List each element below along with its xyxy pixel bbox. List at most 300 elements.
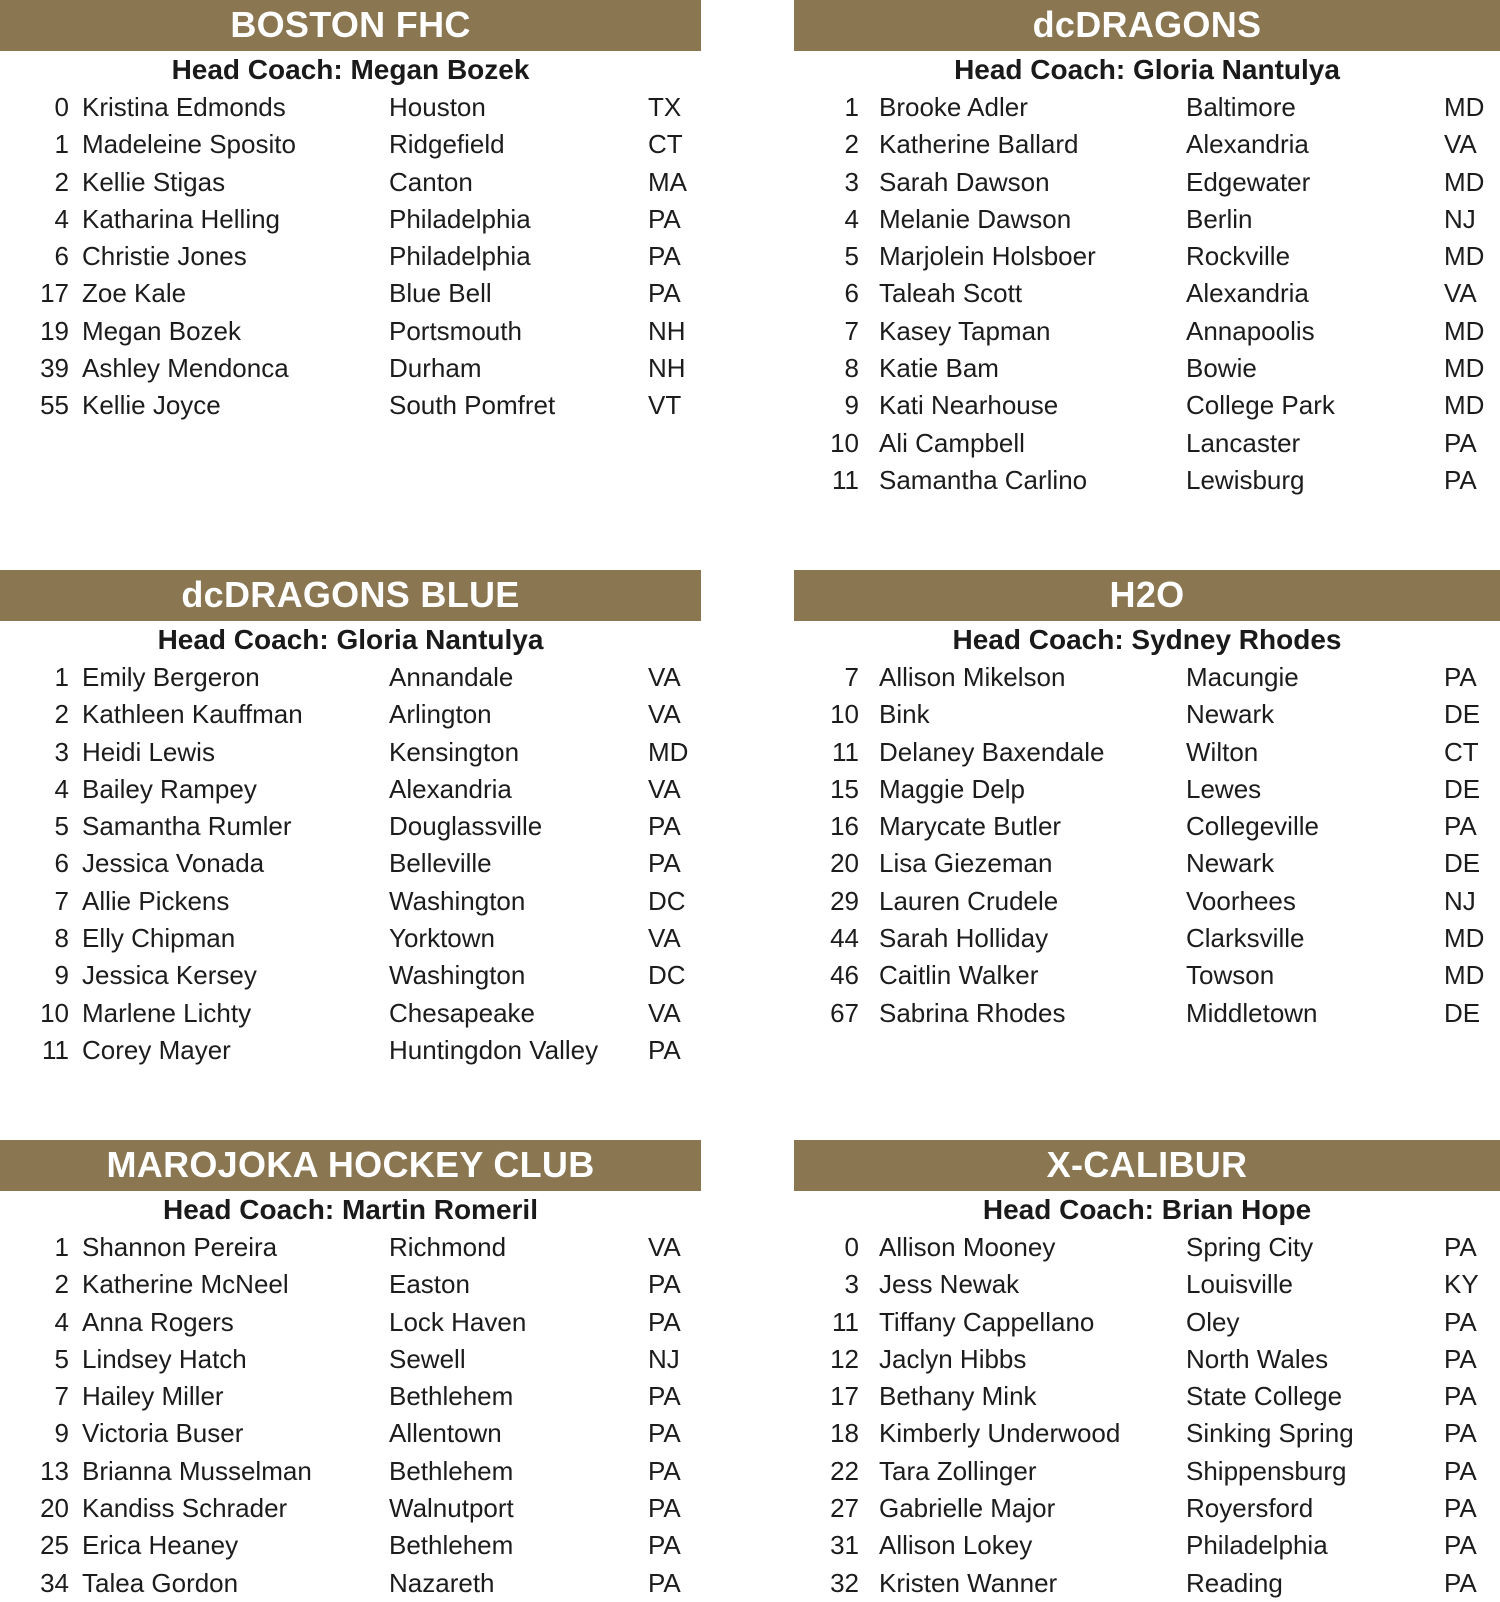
player-number: 11 — [832, 736, 859, 767]
player-row — [0, 995, 701, 1032]
player-number: 67 — [830, 997, 859, 1028]
player-city: Rockville — [1186, 241, 1291, 272]
head-coach: Head Coach: Gloria Nantulya — [954, 54, 1340, 85]
player-name: Kasey Tapman — [879, 315, 1051, 346]
player-city: Bethlehem — [389, 1530, 514, 1561]
player-state: MA — [648, 166, 687, 197]
player-state: PA — [648, 1493, 681, 1524]
player-row — [0, 89, 701, 126]
player-name: Brooke Adler — [879, 92, 1028, 122]
player-city: Douglassville — [389, 811, 543, 842]
player-name: Katherine Ballard — [879, 129, 1079, 160]
player-row — [794, 920, 1500, 957]
player-name: Brianna Musselman — [82, 1455, 312, 1486]
player-name: Samantha Carlino — [879, 464, 1088, 495]
player-name: Bethany Mink — [879, 1381, 1037, 1412]
player-name: Kellie Stigas — [82, 166, 226, 197]
player-city: Portsmouth — [389, 315, 522, 346]
player-name: Anna Rogers — [82, 1306, 234, 1337]
head-coach: Head Coach: Sydney Rhodes — [952, 624, 1342, 655]
player-row — [0, 1453, 701, 1490]
player-city: North Wales — [1186, 1343, 1329, 1374]
player-row — [0, 808, 701, 845]
player-name: Madeleine Sposito — [82, 129, 296, 160]
team-card-x-calibur — [794, 1140, 1500, 1602]
player-city: Blue Bell — [389, 278, 492, 309]
player-row — [0, 1341, 701, 1378]
player-row — [794, 734, 1500, 771]
player-state: PA — [1444, 464, 1477, 495]
player-city: Royersford — [1186, 1493, 1314, 1524]
player-number: 34 — [40, 1567, 69, 1598]
player-state: MD — [1444, 960, 1485, 991]
player-number: 0 — [844, 1232, 859, 1262]
player-city: Alexandria — [389, 773, 512, 804]
player-city: Belleville — [389, 848, 492, 879]
player-name: Samantha Rumler — [82, 811, 292, 842]
player-city: Lewes — [1186, 773, 1262, 804]
player-state: PA — [1444, 811, 1477, 842]
player-number: 18 — [830, 1418, 859, 1449]
player-row — [794, 238, 1500, 275]
player-state: PA — [1444, 1418, 1477, 1449]
player-number: 6 — [844, 278, 859, 309]
player-number: 20 — [40, 1493, 69, 1524]
player-name: Allison Lokey — [879, 1530, 1033, 1561]
player-number: 2 — [54, 699, 69, 730]
player-number: 17 — [40, 278, 69, 309]
player-row — [794, 1266, 1500, 1303]
player-name: Erica Heaney — [82, 1530, 239, 1561]
player-name: Marlene Lichty — [82, 997, 252, 1028]
player-state: MD — [1444, 390, 1485, 421]
player-state: PA — [1444, 1493, 1477, 1524]
player-row — [794, 845, 1500, 882]
player-row — [0, 883, 701, 920]
player-row — [0, 1565, 701, 1602]
player-number: 2 — [54, 1269, 69, 1300]
player-state: VA — [648, 699, 681, 730]
player-name: Corey Mayer — [82, 1034, 231, 1065]
player-city: Philadelphia — [389, 241, 531, 272]
player-number: 39 — [40, 353, 69, 384]
player-city: Clarksville — [1186, 923, 1305, 954]
player-number: 13 — [40, 1455, 69, 1486]
player-number: 25 — [40, 1530, 69, 1561]
player-name: Sarah Holliday — [879, 923, 1049, 954]
player-city: Ridgefield — [389, 129, 505, 160]
player-row — [0, 350, 701, 387]
player-name: Taleah Scott — [879, 278, 1023, 309]
player-city: Towson — [1186, 960, 1275, 991]
player-row — [794, 201, 1500, 238]
player-state: MD — [1444, 923, 1485, 954]
player-state: MD — [1444, 353, 1485, 384]
player-name: Kathleen Kauffman — [82, 699, 303, 730]
team-card-h2o — [794, 570, 1500, 1032]
player-row — [0, 164, 701, 201]
team-name: dcDRAGONS — [794, 0, 1500, 51]
player-number: 20 — [830, 848, 859, 879]
player-city: Nazareth — [389, 1567, 495, 1598]
player-number: 3 — [844, 1269, 859, 1300]
player-row — [794, 1378, 1500, 1415]
player-city: Sewell — [389, 1343, 466, 1374]
player-row — [794, 425, 1500, 462]
player-row — [0, 845, 701, 882]
player-name: Katharina Helling — [82, 203, 281, 234]
player-name: Christie Jones — [82, 241, 247, 272]
player-number: 9 — [54, 1418, 69, 1449]
player-number: 4 — [54, 203, 69, 234]
player-state: PA — [648, 1418, 681, 1449]
player-city: Lewisburg — [1186, 464, 1305, 495]
player-number: 10 — [40, 997, 69, 1028]
player-city: Bethlehem — [389, 1455, 514, 1486]
roster — [0, 1229, 701, 1602]
player-state: DE — [1444, 773, 1481, 804]
player-state: VA — [648, 997, 681, 1028]
player-state: CT — [648, 129, 683, 160]
player-city: Houston — [389, 92, 486, 122]
player-name: Caitlin Walker — [879, 960, 1039, 991]
roster — [794, 659, 1500, 1032]
roster — [0, 89, 701, 425]
player-state: VA — [648, 662, 681, 692]
player-city: Spring City — [1186, 1232, 1314, 1262]
player-state: DE — [1444, 848, 1481, 879]
player-name: Kandiss Schrader — [82, 1493, 288, 1524]
player-row — [794, 164, 1500, 201]
player-state: NJ — [648, 1343, 680, 1374]
player-city: Wilton — [1186, 736, 1259, 767]
player-number: 5 — [844, 241, 859, 272]
player-row — [0, 238, 701, 275]
player-state: VT — [648, 390, 682, 421]
player-city: Arlington — [389, 699, 492, 730]
player-name: Allison Mikelson — [879, 662, 1066, 692]
player-name: Melanie Dawson — [879, 203, 1072, 234]
player-city: Walnutport — [389, 1493, 514, 1524]
player-row — [0, 920, 701, 957]
player-state: KY — [1444, 1269, 1479, 1300]
player-row — [794, 771, 1500, 808]
player-city: Easton — [389, 1269, 470, 1300]
player-state: PA — [1444, 1567, 1477, 1598]
player-city: Alexandria — [1186, 278, 1309, 309]
player-name: Marycate Butler — [879, 811, 1062, 842]
player-city: Newark — [1186, 848, 1275, 879]
player-city: Allentown — [389, 1418, 502, 1449]
player-city: Durham — [389, 353, 482, 384]
player-city: Annandale — [389, 662, 514, 692]
player-number: 22 — [830, 1455, 859, 1486]
player-number: 1 — [844, 92, 859, 122]
player-state: PA — [648, 241, 681, 272]
player-name: Kellie Joyce — [82, 390, 221, 421]
player-number: 46 — [830, 960, 859, 991]
player-number: 55 — [40, 390, 69, 421]
player-name: Delaney Baxendale — [879, 736, 1105, 767]
player-state: NJ — [1444, 203, 1476, 234]
player-city: Annapoolis — [1186, 315, 1315, 346]
player-row — [794, 350, 1500, 387]
player-city: Kensington — [389, 736, 520, 767]
player-number: 4 — [54, 773, 69, 804]
player-number: 7 — [54, 1381, 69, 1412]
player-number: 10 — [830, 427, 859, 458]
player-number: 7 — [844, 315, 859, 346]
player-state: MD — [648, 736, 689, 767]
player-number: 31 — [830, 1530, 859, 1561]
player-state: PA — [648, 848, 681, 879]
player-row — [794, 1341, 1500, 1378]
roster — [794, 1229, 1500, 1602]
player-state: MD — [1444, 92, 1485, 122]
player-number: 7 — [54, 885, 69, 916]
player-state: MD — [1444, 166, 1485, 197]
player-row — [794, 387, 1500, 424]
player-name: Talea Gordon — [82, 1567, 239, 1598]
team-card-dcdragons-blue — [0, 570, 701, 1069]
roster — [0, 659, 701, 1069]
player-state: PA — [648, 1269, 681, 1300]
player-name: Kristina Edmonds — [82, 92, 286, 122]
player-name: Bailey Rampey — [82, 773, 257, 804]
player-city: Philadelphia — [1186, 1530, 1328, 1561]
player-number: 19 — [40, 315, 69, 346]
player-name: Jessica Vonada — [82, 848, 265, 879]
player-state: PA — [648, 811, 681, 842]
player-number: 5 — [54, 1343, 69, 1374]
player-name: Kati Nearhouse — [879, 390, 1059, 421]
player-name: Bink — [879, 699, 930, 730]
player-row — [0, 126, 701, 163]
player-number: 4 — [844, 203, 859, 234]
player-name: Katie Bam — [879, 353, 999, 384]
player-row — [0, 387, 701, 424]
player-row — [0, 1490, 701, 1527]
player-number: 1 — [54, 129, 69, 160]
head-coach: Head Coach: Brian Hope — [982, 1194, 1312, 1225]
team-card-dcdragons — [794, 0, 1500, 499]
player-number: 3 — [844, 166, 859, 197]
player-state: PA — [1444, 662, 1477, 692]
head-coach: Head Coach: Gloria Nantulya — [157, 624, 544, 655]
player-row — [0, 201, 701, 238]
player-name: Katherine McNeel — [82, 1269, 289, 1300]
player-row — [794, 1565, 1500, 1602]
player-city: Bethlehem — [389, 1381, 514, 1412]
player-number: 2 — [54, 166, 69, 197]
player-number: 8 — [54, 923, 69, 954]
player-name: Lauren Crudele — [879, 885, 1059, 916]
player-state: VA — [1444, 129, 1477, 160]
player-number: 6 — [54, 848, 69, 879]
team-name: MAROJOKA HOCKEY CLUB — [0, 1140, 701, 1191]
player-number: 5 — [54, 811, 69, 842]
player-state: PA — [1444, 1530, 1477, 1561]
player-name: Jessica Kersey — [82, 960, 257, 991]
player-name: Victoria Buser — [82, 1418, 244, 1449]
player-city: Baltimore — [1186, 92, 1296, 122]
player-city: Edgewater — [1186, 166, 1311, 197]
player-city: Newark — [1186, 699, 1275, 730]
player-row — [794, 1304, 1500, 1341]
player-state: DE — [1444, 997, 1481, 1028]
player-row — [0, 275, 701, 312]
player-state: DC — [648, 885, 686, 916]
player-number: 2 — [844, 129, 859, 160]
player-name: Emily Bergeron — [82, 662, 260, 692]
team-name: H2O — [794, 570, 1500, 621]
player-city: Washington — [389, 885, 526, 916]
player-row — [794, 808, 1500, 845]
player-state: DE — [1444, 699, 1481, 730]
player-number: 15 — [830, 773, 859, 804]
team-card-marojoka-hockey-club — [0, 1140, 701, 1602]
player-name: Hailey Miller — [82, 1381, 224, 1412]
player-city: Alexandria — [1186, 129, 1309, 160]
player-state: NH — [648, 353, 686, 384]
player-state: PA — [1444, 1306, 1477, 1337]
player-row — [794, 275, 1500, 312]
roster — [794, 89, 1500, 499]
player-number: 11 — [42, 1034, 69, 1065]
player-city: Sinking Spring — [1186, 1418, 1354, 1449]
player-city: Macungie — [1186, 662, 1299, 692]
player-row — [794, 883, 1500, 920]
player-city: Oley — [1186, 1306, 1240, 1337]
player-row — [794, 462, 1500, 499]
player-number: 29 — [830, 885, 859, 916]
player-city: Richmond — [389, 1232, 507, 1262]
player-row — [0, 1415, 701, 1452]
player-city: South Pomfret — [389, 390, 556, 421]
team-name: dcDRAGONS BLUE — [0, 570, 701, 621]
player-city: Canton — [389, 166, 473, 197]
player-number: 1 — [54, 1232, 69, 1262]
player-name: Ashley Mendonca — [82, 353, 289, 384]
player-row — [794, 659, 1500, 696]
player-state: MD — [1444, 315, 1485, 346]
player-state: DC — [648, 960, 686, 991]
head-coach: Head Coach: Martin Romeril — [163, 1194, 538, 1225]
player-name: Zoe Kale — [82, 278, 187, 309]
player-row — [794, 89, 1500, 126]
player-city: Chesapeake — [389, 997, 535, 1028]
player-state: PA — [1444, 1343, 1477, 1374]
player-name: Kristen Wanner — [879, 1567, 1058, 1598]
player-name: Tara Zollinger — [879, 1455, 1037, 1486]
player-state: PA — [648, 203, 681, 234]
player-number: 17 — [830, 1381, 859, 1412]
player-name: Maggie Delp — [879, 773, 1025, 804]
player-row — [794, 313, 1500, 350]
player-number: 8 — [844, 353, 859, 384]
player-number: 44 — [830, 923, 859, 954]
player-state: PA — [1444, 427, 1477, 458]
player-row — [794, 1415, 1500, 1452]
player-row — [0, 696, 701, 733]
player-number: 4 — [54, 1306, 69, 1337]
player-state: VA — [648, 923, 681, 954]
player-name: Tiffany Cappellano — [879, 1306, 1095, 1337]
player-city: College Park — [1186, 390, 1335, 421]
player-state: PA — [648, 278, 681, 309]
player-name: Jaclyn Hibbs — [879, 1343, 1027, 1374]
player-number: 3 — [54, 736, 69, 767]
player-row — [0, 1378, 701, 1415]
player-state: VA — [648, 773, 681, 804]
player-row — [794, 126, 1500, 163]
head-coach: Head Coach: Megan Bozek — [171, 54, 530, 85]
player-row — [794, 1453, 1500, 1490]
player-city: Lock Haven — [389, 1306, 527, 1337]
player-city: Collegeville — [1186, 811, 1319, 842]
player-name: Shannon Pereira — [82, 1232, 278, 1262]
player-name: Elly Chipman — [82, 923, 236, 954]
player-name: Lindsey Hatch — [82, 1343, 247, 1374]
player-state: NH — [648, 315, 686, 346]
player-number: 11 — [832, 1306, 859, 1337]
player-state: PA — [648, 1530, 681, 1561]
player-row — [0, 957, 701, 994]
player-city: Shippensburg — [1186, 1455, 1347, 1486]
player-number: 11 — [832, 464, 859, 495]
player-name: Lisa Giezeman — [879, 848, 1053, 879]
player-city: State College — [1186, 1381, 1343, 1412]
player-state: PA — [648, 1381, 681, 1412]
player-number: 6 — [54, 241, 69, 272]
player-row — [794, 696, 1500, 733]
player-state: PA — [1444, 1381, 1477, 1412]
player-row — [794, 995, 1500, 1032]
player-state: PA — [648, 1034, 681, 1065]
player-state: PA — [1444, 1455, 1477, 1486]
player-name: Marjolein Holsboer — [879, 241, 1096, 272]
player-row — [0, 1304, 701, 1341]
player-row — [794, 1229, 1500, 1266]
player-name: Allison Mooney — [879, 1232, 1056, 1262]
player-city: Bowie — [1186, 353, 1257, 384]
player-state: PA — [1444, 1232, 1477, 1262]
player-number: 16 — [830, 811, 859, 842]
player-number: 32 — [830, 1567, 859, 1598]
player-state: MD — [1444, 241, 1485, 272]
player-state: CT — [1444, 736, 1479, 767]
player-number: 0 — [54, 92, 69, 122]
player-state: TX — [648, 92, 682, 122]
player-row — [0, 1527, 701, 1564]
player-state: PA — [648, 1306, 681, 1337]
player-city: Voorhees — [1186, 885, 1296, 916]
player-city: Reading — [1186, 1567, 1283, 1598]
player-name: Jess Newak — [879, 1269, 1020, 1300]
player-name: Allie Pickens — [82, 885, 230, 916]
player-row — [0, 771, 701, 808]
player-number: 1 — [54, 662, 69, 692]
player-city: Washington — [389, 960, 526, 991]
player-row — [0, 659, 701, 696]
player-number: 7 — [844, 662, 859, 692]
player-row — [0, 313, 701, 350]
player-city: Huntingdon Valley — [389, 1034, 599, 1065]
player-name: Sarah Dawson — [879, 166, 1050, 197]
player-number: 9 — [54, 960, 69, 991]
player-name: Gabrielle Major — [879, 1493, 1056, 1524]
player-number: 12 — [830, 1343, 859, 1374]
